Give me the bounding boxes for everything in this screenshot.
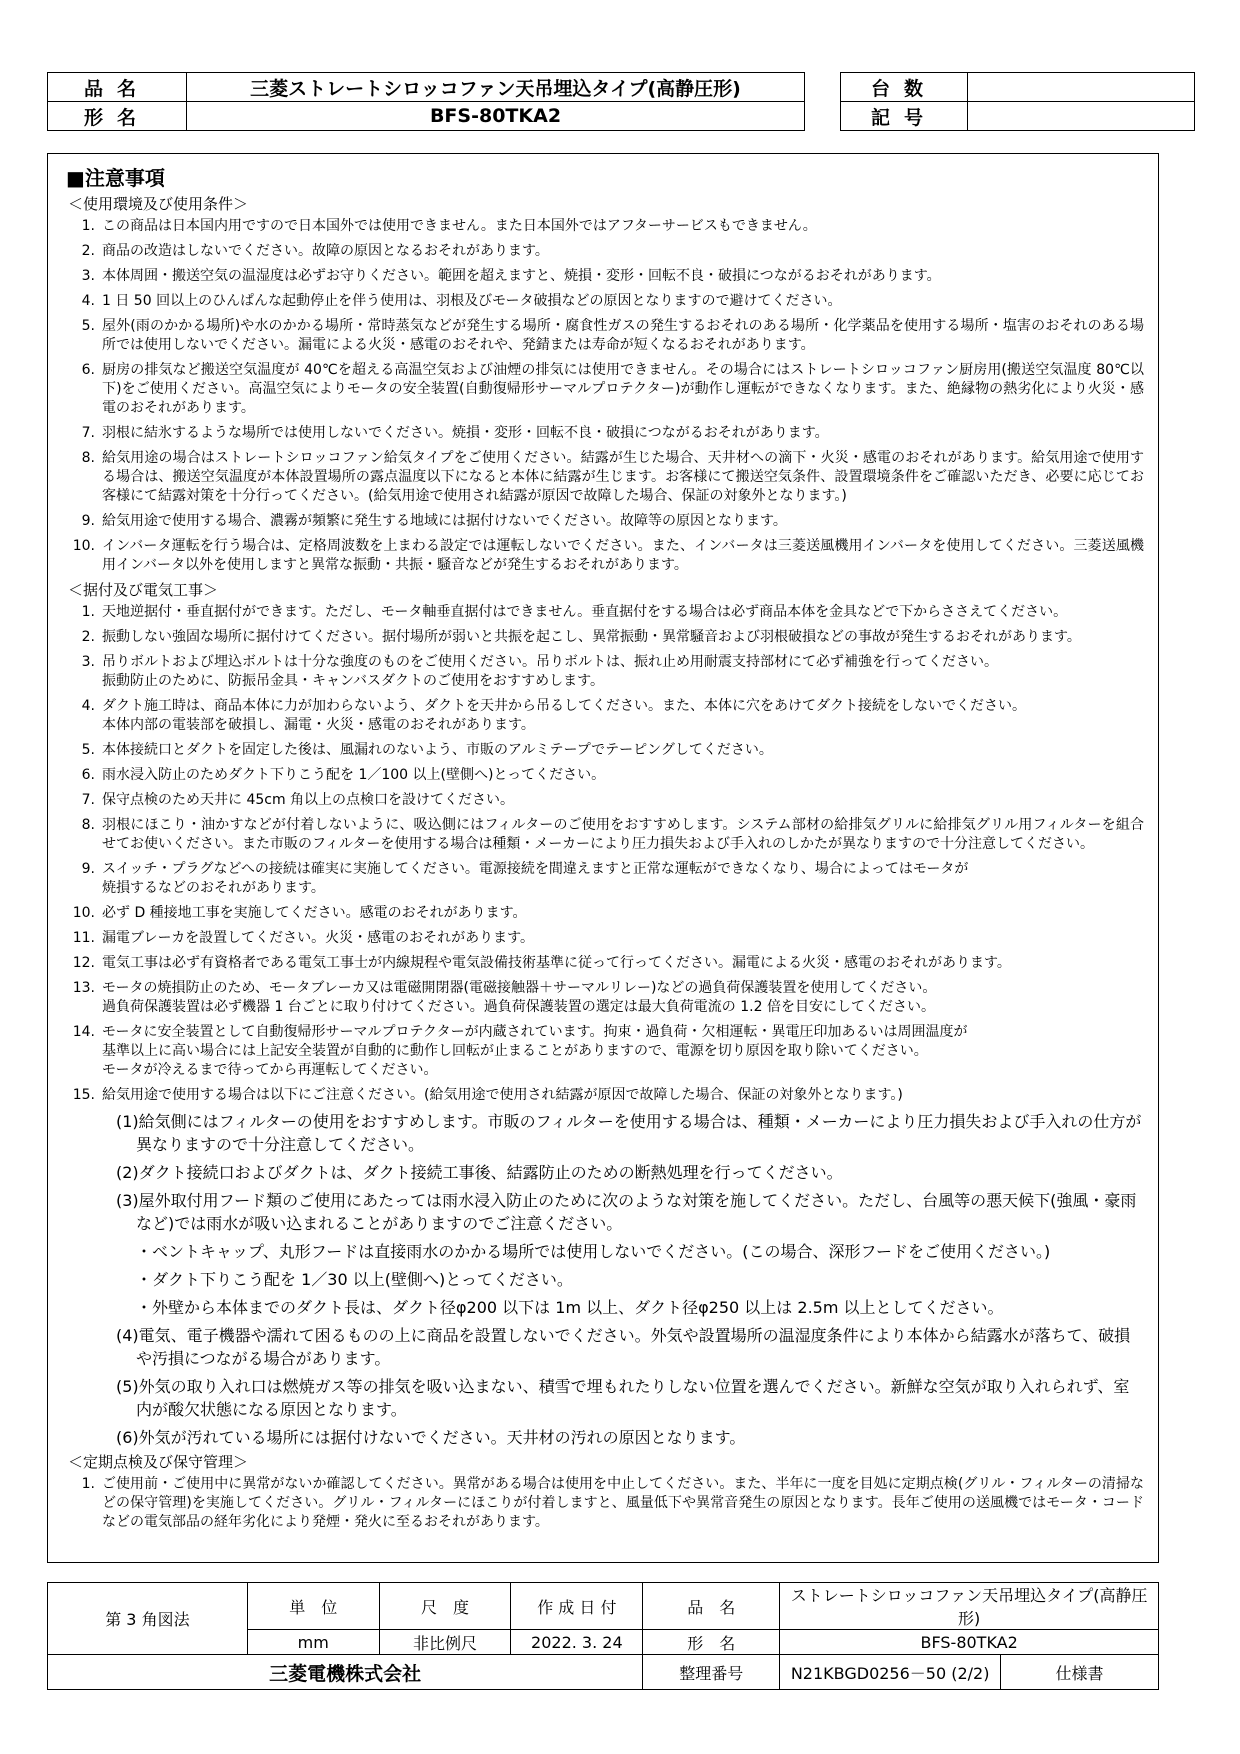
sub-item: (2)ダクト接続口およびダクトは、ダクト接続工事後、結露防止のための断熱処理を行ってください。	[116, 1163, 843, 1182]
item-text: 必ず D 種接地工事を実施してください。感電のおそれがあります。	[102, 905, 527, 921]
item-text: 吊りボルトおよび埋込ボルトは十分な強度のものをご使用ください。吊りボルトは、振れ止め用耐震支持部材にて必ず補強を行ってください。 振動防止のために、防振吊金具・キャンバスダクトのご使用をおすすめします。	[102, 654, 998, 689]
item-text: インバータ運転を行う場合は、定格周波数を上まわる設定では運転しないでください。また、インバータは三菱送風機用インバータを使用してください。三菱送風機用インバータ以外を使用しますと異常な振動・共振・騒音などが発生するおそれがあります。	[102, 538, 1144, 573]
item-text: 厨房の排気など搬送空気温度が 40℃を超える高温空気および油煙の排気には使用できません。その場合にはストレートシロッコファン厨房用(搬送空気温度 80℃以下)をご使用ください。高温空気によりモータの安全装置(自動復帰形サーマルプロテクター)が動作し運転ができなくなります。また、絶縁物の熱劣化により火災・感電のおそれがあります。	[102, 362, 1144, 416]
sub-item: (6)外気が汚れている場所には据付けないでください。天井材の汚れの原因となります。	[116, 1428, 746, 1447]
item-text: 給気用途で使用する場合は以下にご注意ください。(給気用途で使用され結露が原因で故障した場合、保証の対象外となります。)	[102, 1087, 903, 1103]
list-item	[62, 424, 1144, 443]
list-item	[62, 242, 1144, 261]
doc-no: N21KBGD0256－50 (2/2)	[780, 1655, 1001, 1690]
list-item	[62, 449, 1144, 506]
item-text: 給気用途で使用する場合、濃霧が頻繁に発生する地域には据付けないでください。故障等の原因となります。	[102, 513, 787, 529]
item-number: 10.	[72, 905, 95, 921]
list-item	[62, 929, 1144, 948]
quantity-value	[968, 73, 1195, 102]
item-text: スイッチ・プラグなどへの接続は確実に実施してください。電源接続を間違えますと正常な運転ができなくなり、場合によってはモータが 焼損するなどのおそれがあります。	[102, 861, 969, 896]
item-text: 振動しない強固な場所に据付けてください。据付場所が弱いと共振を起こし、異常振動・異常騒音および羽根破損などの事故が発生するおそれがあります。	[102, 629, 1081, 645]
list-item	[62, 1475, 1144, 1532]
item-number: 8.	[81, 450, 95, 466]
installation-list	[62, 603, 1144, 1105]
product-name-label: 品名	[48, 73, 187, 102]
item-number: 13.	[72, 980, 95, 996]
item-text: 屋外(雨のかかる場所)や水のかかる場所・常時蒸気などが発生する場所・腐食性ガスの発生するおそれのある場所・化学薬品を使用する場所・塩害のおそれのある場所では使用しないでください。漏電による火災・感電のおそれや、発錆または寿命が短くなるおそれがあります。	[102, 318, 1144, 353]
scale-value: 非比例尺	[379, 1630, 511, 1655]
quantity-table	[840, 72, 1195, 131]
list-item	[62, 766, 1144, 785]
list-item	[62, 217, 1144, 236]
section-heading-usage: ＜使用環境及び使用条件＞	[68, 195, 249, 213]
model: BFS-80TKA2	[187, 102, 805, 131]
item-text: この商品は日本国内用ですので日本国外では使用できません。また日本国外ではアフターサービスもできません。	[102, 218, 817, 234]
item-number: 6.	[81, 362, 95, 378]
sub-bullet: ・ベントキャップ、丸形フードは直接雨水のかかる場所では使用しないでください。(この場合、深形フードをご使用ください。)	[136, 1242, 1051, 1261]
item-number: 8.	[81, 817, 95, 833]
item-text: 雨水浸入防止のためダクト下りこう配を 1／100 以上(壁側へ)とってください。	[102, 767, 606, 783]
list-item	[62, 816, 1144, 854]
item-text: 羽根に結氷するような場所では使用しないでください。焼損・変形・回転不良・破損につながるおそれがあります。	[102, 425, 829, 441]
list-item	[62, 979, 1144, 1017]
doc-type: 仕様書	[1001, 1655, 1159, 1690]
item-text: 漏電ブレーカを設置してください。火災・感電のおそれがあります。	[102, 930, 535, 946]
item-number: 6.	[81, 767, 95, 783]
list-item	[62, 603, 1144, 622]
item-text: 電気工事は必ず有資格者である電気工事士が内線規程や電気設備技術基準に従って行ってください。漏電による火災・感電のおそれがあります。	[102, 955, 1011, 971]
item-number: 9.	[81, 861, 95, 877]
list-item	[62, 267, 1144, 286]
item-text: 保守点検のため天井に 45cm 角以上の点検口を設けてください。	[102, 792, 515, 808]
item-number: 5.	[81, 318, 95, 334]
item-number: 4.	[81, 698, 95, 714]
sub-bullet: ・ダクト下りこう配を 1／30 以上(壁側へ)とってください。	[136, 1270, 573, 1289]
item-number: 9.	[81, 513, 95, 529]
notes-box	[47, 153, 1159, 1563]
doc-no-label: 整理番号	[643, 1655, 780, 1690]
item-text: ダクト施工時は、商品本体に力が加わらないよう、ダクトを天井から吊るしてください。また、本体に穴をあけてダクト接続をしないでください。 本体内部の電装部を破損し、漏電・火災・感電のおそれがあります。	[102, 698, 1026, 733]
item-number: 4.	[81, 293, 95, 309]
section-heading-installation: ＜据付及び電気工事＞	[68, 581, 219, 599]
list-item	[62, 860, 1144, 898]
scale-label: 尺 度	[379, 1583, 511, 1630]
list-item	[62, 791, 1144, 810]
sub-item: (5)外気の取り入れ口は燃焼ガス等の排気を吸い込まない、積雪で埋もれたりしない位置を選んでください。新鮮な空気が取り入れられず、室内が酸欠状態になる原因となります。	[116, 1377, 1130, 1419]
item-text: モータに安全装置として自動復帰形サーマルプロテクターが内蔵されています。拘束・過負荷・欠相運転・異電圧印加あるいは周囲温度が 基準以上に高い場合には上記安全装置が自動的に動作し回転が止まることがありますので、電源を切り原因を取り除いてください。 モータが冷えるまで待ってから再運転してください。	[102, 1024, 968, 1078]
sub-item: (1)給気側にはフィルターの使用をおすすめします。市販のフィルターを使用する場合は、種類・メーカーにより圧力損失および手入れの仕方が異なりますので十分注意してください。	[116, 1112, 1142, 1154]
symbol-value	[968, 102, 1195, 131]
list-item	[62, 292, 1144, 311]
product-name: 三菱ストレートシロッコファン天吊埋込タイプ(高静圧形)	[187, 73, 805, 102]
list-item	[62, 1086, 1144, 1105]
section-heading-maintenance: ＜定期点検及び保守管理＞	[68, 1453, 249, 1471]
list-item	[62, 628, 1144, 647]
item-text: 商品の改造はしないでください。故障の原因となるおそれがあります。	[102, 243, 549, 259]
list-item	[62, 904, 1144, 923]
model-label: 形名	[48, 102, 187, 131]
item-number: 11.	[72, 930, 95, 946]
quantity-label: 台数	[841, 73, 968, 102]
item-number: 3.	[81, 654, 95, 670]
list-item	[62, 697, 1144, 735]
maintenance-list	[62, 1475, 1144, 1532]
projection-method: 第 3 角図法	[48, 1583, 248, 1655]
item-text: 本体接続口とダクトを固定した後は、風漏れのないよう、市販のアルミテープでテーピングしてください。	[102, 742, 773, 758]
list-item	[62, 1023, 1144, 1080]
item-number: 2.	[81, 629, 95, 645]
item-text: 天地逆据付・垂直据付ができます。ただし、モータ軸垂直据付はできません。垂直据付をする場合は必ず商品本体を金具などで下からささえてください。	[102, 604, 1068, 620]
item-number: 1.	[81, 218, 95, 234]
name-label: 品 名	[643, 1583, 780, 1630]
list-item	[62, 512, 1144, 531]
unit-value: mm	[247, 1630, 379, 1655]
company-name: 三菱電機株式会社	[48, 1655, 643, 1690]
list-item	[62, 954, 1144, 973]
item-number: 5.	[81, 742, 95, 758]
sub-bullet: ・外壁から本体までのダクト長は、ダクト径φ200 以下は 1m 以上、ダクト径φ250 以上は 2.5m 以上としてください。	[136, 1298, 1004, 1317]
item-number: 7.	[81, 792, 95, 808]
date-label: 作 成 日 付	[511, 1583, 643, 1630]
header-table	[47, 72, 805, 131]
sub-item: (4)電気、電子機器や濡れて困るものの上に商品を設置しないでください。外気や設置場所の温湿度条件により本体から結露水が落ちて、破損や汚損につながる場合があります。	[116, 1326, 1131, 1368]
footer-model: BFS-80TKA2	[780, 1630, 1159, 1655]
symbol-label: 記号	[841, 102, 968, 131]
item-text: モータの焼損防止のため、モータブレーカ又は電磁開閉器(電磁接触器＋サーマルリレー)などの過負荷保護装置を使用してください。 過負荷保護装置は必ず機器 1 台ごとに取り付けてください。過負荷保護装置の選定は最大負荷電流の 1.2 倍を目安にしてください。	[102, 980, 937, 1015]
item-number: 14.	[72, 1024, 95, 1040]
notes-title: ■注意事項	[66, 166, 165, 190]
item-number: 15.	[72, 1087, 95, 1103]
title-block	[47, 1582, 1159, 1690]
item-text: 羽根にほこり・油かすなどが付着しないように、吸込側にはフィルターのご使用をおすすめします。システム部材の給排気グリルに給排気グリル用フィルターを組合せてお使いください。また市販のフィルターを使用する場合は種類・メーカーにより圧力損失および手入れのしかたが異なりますので十分注意してください。	[102, 817, 1144, 852]
unit-label: 単 位	[247, 1583, 379, 1630]
footer-product-name: ストレートシロッコファン天吊埋込タイプ(高静圧形)	[780, 1583, 1159, 1630]
item-text: 給気用途の場合はストレートシロッコファン給気タイプをご使用ください。結露が生じた場合、天井材への滴下・火災・感電のおそれがあります。給気用途で使用する場合は、搬送空気温度が本体設置場所の露点温度以下になると本体に結露が生じます。お客様にて搬送空気条件、設置環境条件をご確認いただき、必要に応じてお客様にて結露対策を十分行ってください。(給気用途で使用され結露が原因で故障した場合、保証の対象外となります。)	[102, 450, 1144, 504]
supply-air-sub-items	[62, 1109, 1144, 1448]
list-item	[62, 537, 1144, 575]
item-number: 10.	[72, 538, 95, 554]
usage-list	[62, 217, 1144, 575]
item-number: 1.	[81, 1476, 95, 1492]
model-label-footer: 形 名	[643, 1630, 780, 1655]
item-number: 7.	[81, 425, 95, 441]
item-text: ご使用前・ご使用中に異常がないか確認してください。異常がある場合は使用を中止してください。また、半年に一度を目処に定期点検(グリル・フィルターの清掃などの保守管理)を実施してください。グリル・フィルターにほこりが付着しますと、風量低下や異常音発生の原因となります。長年ご使用の送風機ではモータ・コードなどの電気部品の経年劣化により発煙・発火に至るおそれがあります。	[102, 1476, 1144, 1530]
date-value: 2022. 3. 24	[511, 1630, 643, 1655]
item-text: 1 日 50 回以上のひんぱんな起動停止を伴う使用は、羽根及びモータ破損などの原因となりますので避けてください。	[102, 293, 842, 309]
sub-item: (3)屋外取付用フード類のご使用にあたっては雨水浸入防止のために次のような対策を施してください。ただし、台風等の悪天候下(強風・豪雨など)では雨水が吸い込まれることがありますのでご注意ください。	[116, 1191, 1137, 1233]
item-number: 2.	[81, 243, 95, 259]
item-text: 本体周囲・搬送空気の温湿度は必ずお守りください。範囲を超えますと、焼損・変形・回転不良・破損につながるおそれがあります。	[102, 268, 941, 284]
item-number: 3.	[81, 268, 95, 284]
list-item	[62, 653, 1144, 691]
list-item	[62, 317, 1144, 355]
list-item	[62, 741, 1144, 760]
item-number: 1.	[81, 604, 95, 620]
list-item	[62, 361, 1144, 418]
item-number: 12.	[72, 955, 95, 971]
